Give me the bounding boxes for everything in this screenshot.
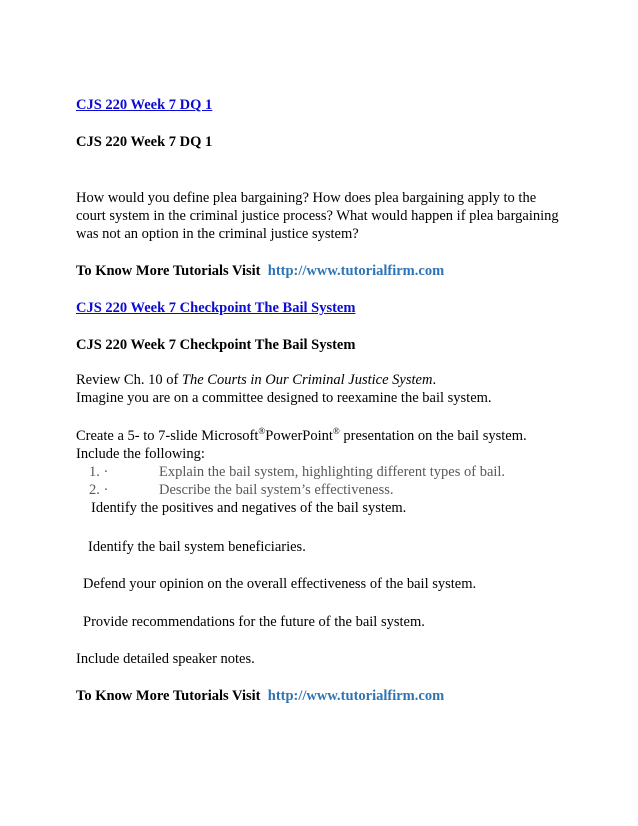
create-part-2: PowerPoint xyxy=(265,428,333,444)
checkpoint-link[interactable]: CJS 220 Week 7 Checkpoint The Bail System xyxy=(76,300,356,316)
list-item xyxy=(89,481,393,499)
dq1-question-line-3: was not an option in the criminal justice system? xyxy=(76,226,359,242)
create-line xyxy=(76,427,527,445)
identify-positives-line: Identify the positives and negatives of the bail system. xyxy=(91,500,407,516)
review-line xyxy=(76,371,436,389)
review-book-title: The Courts in Our Criminal Justice System xyxy=(181,372,433,388)
list-item-text: Describe the bail system’s effectiveness. xyxy=(159,482,394,498)
checkpoint-heading: CJS 220 Week 7 Checkpoint The Bail System xyxy=(76,337,356,353)
checkpoint-visit-line xyxy=(76,687,444,705)
list-item xyxy=(89,463,505,481)
visit-label: To Know More Tutorials Visit xyxy=(76,263,261,279)
list-item-text: Explain the bail system, highlighting different types of bail. xyxy=(159,464,506,480)
tutorialfirm-link[interactable]: http://www.tutorialfirm.com xyxy=(267,688,445,704)
registered-mark: ® xyxy=(332,426,340,437)
speaker-notes-line: Include detailed speaker notes. xyxy=(76,651,255,667)
review-prefix: Review Ch. 10 of xyxy=(76,372,182,388)
provide-line: Provide recommendations for the future of the bail system. xyxy=(83,614,425,630)
tutorialfirm-link[interactable]: http://www.tutorialfirm.com xyxy=(267,263,445,279)
dq1-heading: CJS 220 Week 7 DQ 1 xyxy=(76,134,213,150)
dq1-visit-line xyxy=(76,262,444,280)
imagine-line: Imagine you are on a committee designed to reexamine the bail system. xyxy=(76,390,492,406)
include-line: Include the following: xyxy=(76,446,205,462)
visit-label: To Know More Tutorials Visit xyxy=(76,688,261,704)
dq1-question-line-1: How would you define plea bargaining? How does plea bargaining apply to the xyxy=(76,190,537,206)
list-item-number: 2. · xyxy=(89,482,109,498)
list-item-number: 1. · xyxy=(89,464,109,480)
create-part-3: presentation on the bail system. xyxy=(339,428,527,444)
dq1-link[interactable]: CJS 220 Week 7 DQ 1 xyxy=(76,97,213,113)
defend-line: Defend your opinion on the overall effectiveness of the bail system. xyxy=(83,576,477,592)
review-suffix: . xyxy=(432,372,437,388)
create-part-1: Create a 5- to 7-slide Microsoft xyxy=(76,428,259,444)
identify-beneficiaries-line: Identify the bail system beneficiaries. xyxy=(88,539,306,555)
registered-mark: ® xyxy=(258,426,266,437)
dq1-question-line-2: court system in the criminal justice process? What would happen if plea bargaining xyxy=(76,208,559,224)
